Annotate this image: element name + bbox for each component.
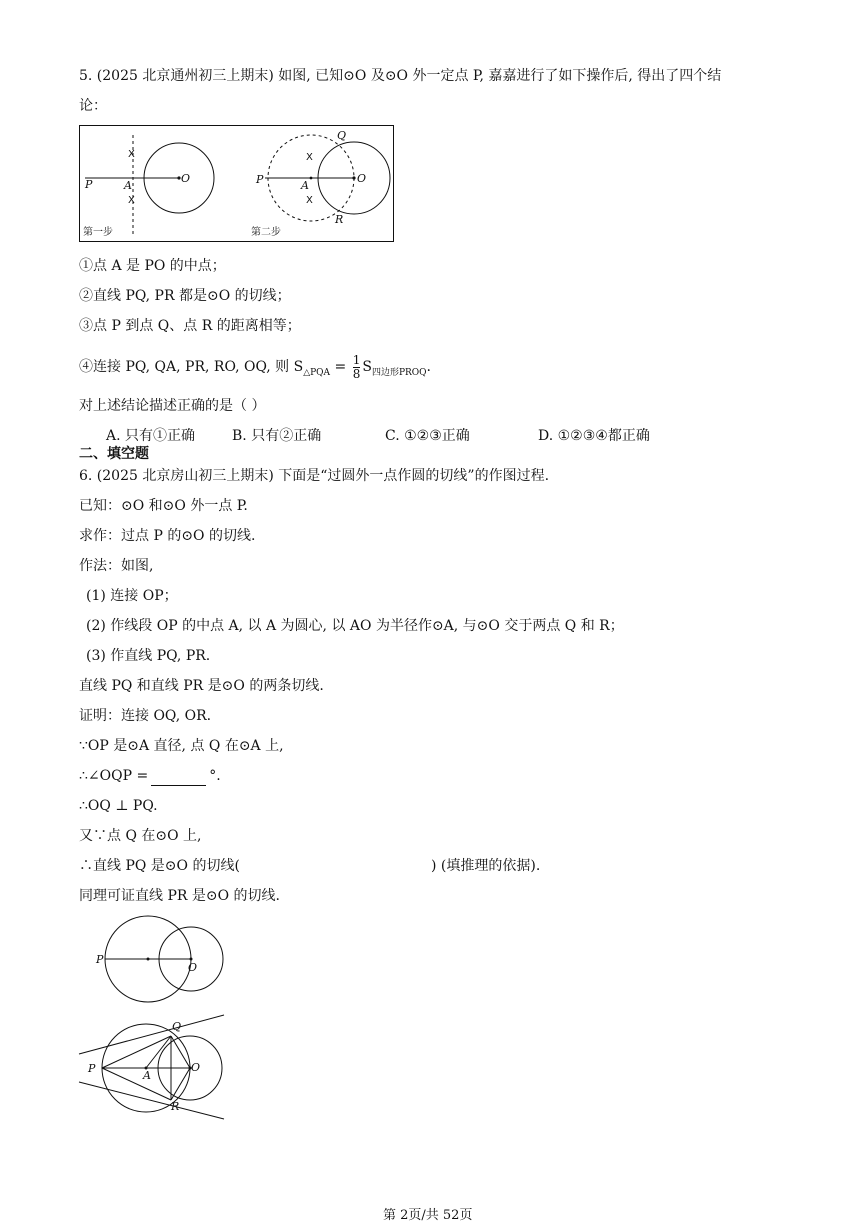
q5-c4-s: S [362,359,372,375]
q5-fig-label-a2: A [301,179,309,192]
q6-figure-1 [92,916,227,1002]
q6-step-2: (2) 作线段 OP 的中点 A, 以 A 为圆心, 以 AO 为半径作⊙A, 与⊙O 交于两点 Q 和 R； [86,618,624,634]
q5-option-d: D. ①②③④都正确 [538,428,650,444]
q5-frac-num: 1 [352,352,361,367]
q6-fig1-label-o: O [188,961,198,974]
q6-proof-line-3: ∴OQ ⊥ PQ. [79,798,158,814]
q5-ask: 对上述结论描述正确的是（ ） [79,398,266,414]
q6-step-3: (3) 作直线 PQ, PR. [86,648,211,664]
q5-conclusion-2: ②直线 PQ, PR 都是⊙O 的切线； [79,288,291,304]
q5-fig-label-a1: A [124,179,132,192]
q6-step-1: (1) 连接 OP； [86,588,178,604]
q6-proof-line-6: 同理可证直线 PR 是⊙O 的切线. [79,888,280,904]
q6-proof-line-5a: ∴直线 PQ 是⊙O 的切线( [79,858,240,874]
q6-proof-line-5b: ) (填推理的依据). [431,858,541,874]
q6-fig2-label-r: R [171,1100,180,1113]
q6-figure-2 [79,1013,229,1121]
q5-fig-step2: 第二步 [251,227,281,238]
q5-c4-eq: = [330,359,351,375]
svg-text:X: X [306,195,313,206]
q5-stem-line2: 论： [79,98,107,114]
q5-fig-label-q: Q [337,129,347,142]
q5-fig-label-o2: O [357,172,367,185]
q6-stem: 6. (2025 北京房山初三上期末) 下面是“过圆外一点作圆的切线”的作图过程. [79,468,550,484]
q6-proof-line-4: 又∵点 Q 在⊙O 上, [79,828,202,844]
q6-known: 已知：⊙O 和⊙O 外一点 P. [79,498,248,514]
q6-fig2-label-o: O [191,1061,201,1074]
q5-fig-step1: 第一步 [83,227,113,238]
q5-stem-line1: 5. (2025 北京通州初三上期末) 如图, 已知⊙O 及⊙O 外一定点 P, 嘉嘉进行了如下操作后, 得出了四个结 [79,68,722,84]
page-footer: 第 2页/共 52页 [383,1208,473,1223]
q6-angle-text: ∴∠OQP = [79,768,149,784]
q6-find: 求作：过点 P 的⊙O 的切线. [79,528,256,544]
q5-fig-label-p1: P [85,178,93,191]
svg-text:X: X [306,152,313,163]
q6-proof: 证明：连接 OQ, OR. [79,708,212,724]
section-heading: 二、填空题 [79,446,149,462]
q6-angle-blank[interactable] [151,771,206,786]
q6-fig2-label-q: Q [172,1020,182,1033]
q6-proof-line-1: ∵OP 是⊙A 直径, 点 Q 在⊙A 上, [79,738,284,754]
q6-degree: °. [209,768,221,784]
q5-c4-sub-quad: 四边形PROQ [371,367,427,378]
q6-proof-line-2 [79,766,221,786]
q5-conclusion-4 [79,352,431,388]
q5-fraction [353,354,361,381]
svg-text:X: X [128,195,135,206]
q5-c4-text: ④连接 PQ, QA, PR, RO, OQ, 则 S [79,359,304,375]
q5-option-b: B. 只有②正确 [232,428,322,444]
q5-option-c: C. ①②③正确 [385,428,470,444]
q5-c4-sub-triangle: △PQA [303,367,331,378]
q5-fig-label-p2: P [256,173,264,186]
q5-fig-label-o1: O [181,172,191,185]
svg-text:X: X [128,149,135,160]
q5-figure [79,125,395,243]
q5-option-a: A. 只有①正确 [106,428,196,444]
q6-method: 作法：如图, [79,558,154,574]
q6-fig1-label-p: P [96,953,104,966]
q5-conclusion-1: ①点 A 是 PO 的中点； [79,258,226,274]
q6-result: 直线 PQ 和直线 PR 是⊙O 的两条切线. [79,678,324,694]
q5-fig-label-r: R [335,213,344,226]
q5-c4-end: . [426,359,431,375]
q6-fig2-label-a: A [143,1069,151,1082]
q5-conclusion-3: ③点 P 到点 Q、点 R 的距离相等； [79,318,301,334]
q6-fig2-label-p: P [88,1062,96,1075]
q5-frac-den: 8 [352,366,361,381]
